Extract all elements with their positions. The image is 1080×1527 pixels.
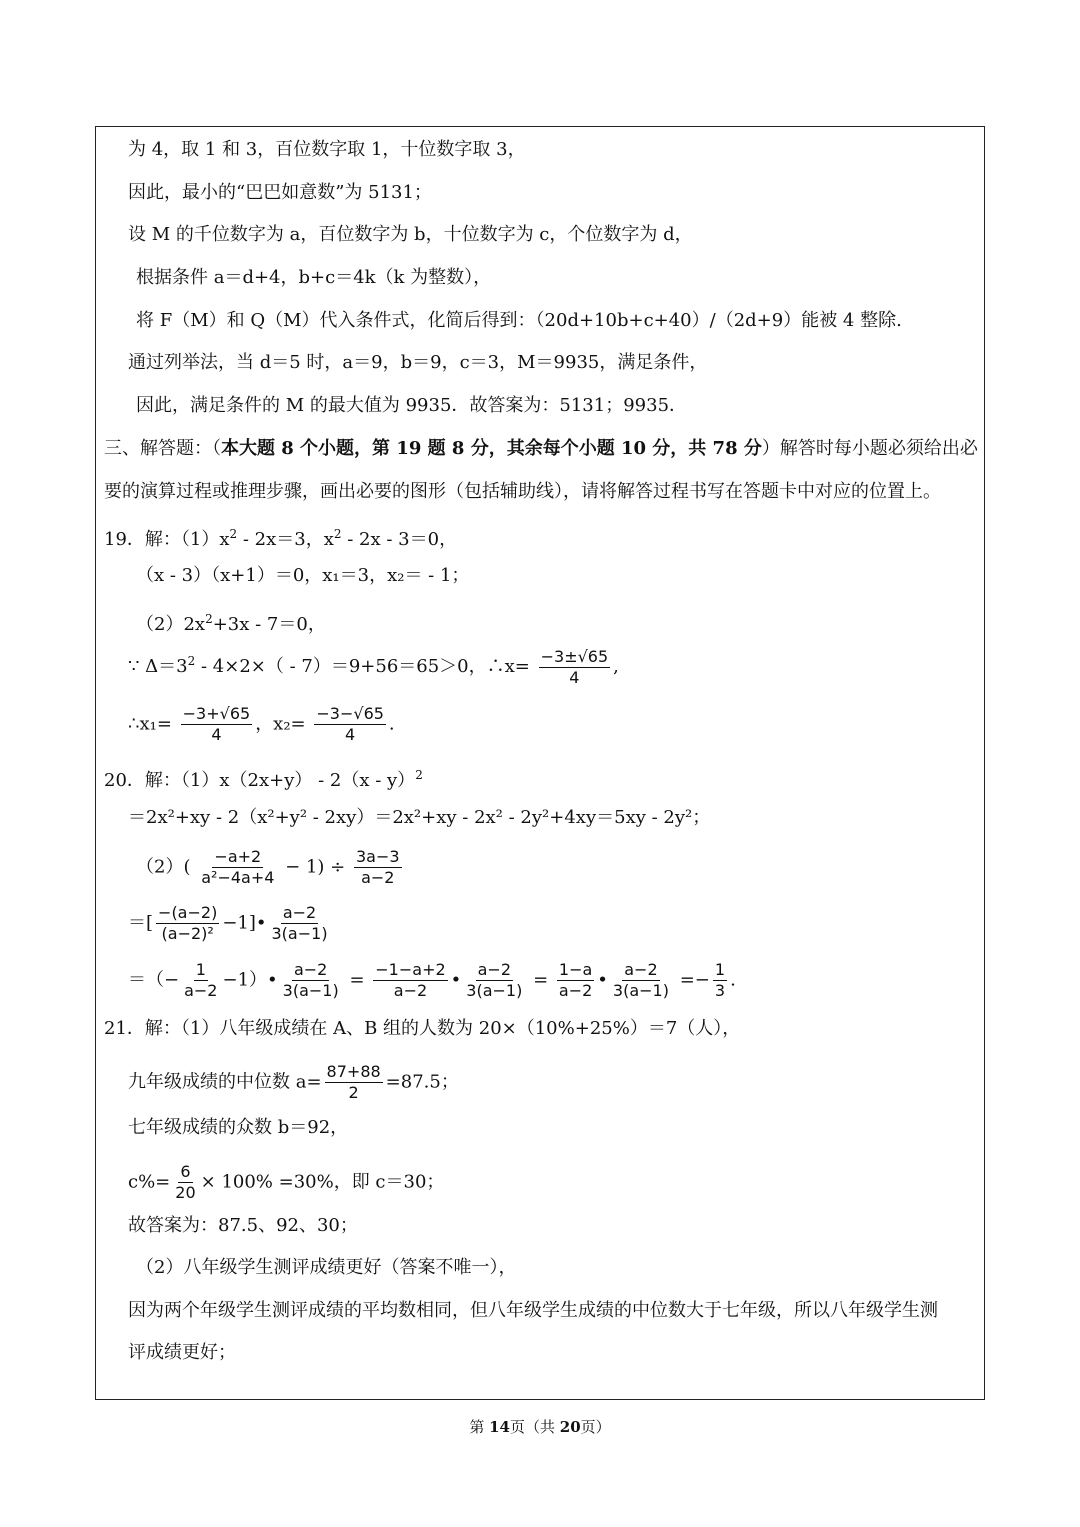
fraction: $\frac{1-a}{a-2}$ bbox=[558, 960, 593, 1000]
q21-line: 七年级成绩的众数 b＝92， bbox=[128, 1117, 349, 1138]
q20-line: ＝（− $\frac{1}{a-2}$ −1）• $\frac{a-2}{3(a-1)}$ = $\frac{-1-a+2}{a-2}$ • $\frac{a-2}{3(a-1)}$ = $\frac{1-a}{a-2}$ • $\frac{a-2}{3(a-1)}$ =− $\frac{1}{3}$ . bbox=[128, 960, 736, 1000]
fraction: $\frac{a-2}{3(a-1)}$ bbox=[271, 903, 328, 943]
q20-line: ＝[ $\frac{-(a-2)}{\text{(a−2)²}}$ −1]• $\frac{a-2}{3(a-1)}$ bbox=[128, 903, 328, 943]
q19-line: ∴x₁= $\frac{-3+√65}{4}$ ，x₂= $\frac{-3-√65}{4}$ . bbox=[128, 704, 395, 744]
fraction: $\frac{1}{3}$ bbox=[714, 960, 726, 1000]
page-number: 14 bbox=[489, 1418, 510, 1436]
text-line: 根据条件 a＝d+4，b+c＝4k（k 为整数）， bbox=[136, 267, 492, 288]
q21-line: （2）八年级学生测评成绩更好（答案不唯一）， bbox=[136, 1257, 517, 1278]
text-line: 将 F（M）和 Q（M）代入条件式，化简后得到：（20d+10b+c+40）/（2d+9）能被 4 整除. bbox=[136, 310, 902, 331]
q21-line: 九年级成绩的中位数 a= $\frac{87+88}{2}$ =87.5； bbox=[128, 1062, 459, 1102]
q19-line: $(2)2x^2+3x - 7=0$， bbox=[136, 612, 326, 635]
text-line: 因此，满足条件的 M 的最大值为 9935．故答案为：5131；9935． bbox=[136, 395, 688, 416]
fraction: $\frac{-3\pm√65}{4}$ bbox=[540, 646, 609, 687]
q19-line: 19．解：$(1)x^2 - 2x=3$，$x^2 - 2x - 3=0$， bbox=[104, 527, 458, 550]
q20-line: 20．解：（1）x（2x+y） - 2（x - y）$^2$ bbox=[104, 768, 423, 791]
fraction: $\frac{a-2}{3(a-1)}$ bbox=[466, 960, 523, 1000]
q21-line: 21．解：（1）八年级成绩在 A、B 组的人数为 20×（10%+25%）＝7（人）， bbox=[104, 1018, 741, 1039]
text-line: 因此，最小的“巴巴如意数”为 5131； bbox=[128, 182, 432, 203]
fraction: $\frac{-1-a+2}{a-2}$ bbox=[375, 960, 446, 1000]
q21-line: 故答案为：87.5、92、30； bbox=[128, 1215, 358, 1236]
fraction: $\frac{-a+2}{\text{a²−4a+4}}$ bbox=[201, 847, 275, 887]
page-footer: 第 14页（共 20页） bbox=[469, 1418, 611, 1436]
fraction: $\frac{a-2}{3(a-1)}$ bbox=[282, 960, 339, 1000]
q21-line: c%= $\frac{6}{20}$ × 100% =30%，即 c＝30； bbox=[128, 1162, 445, 1202]
fraction: $\frac{a-2}{3(a-1)}$ bbox=[612, 960, 669, 1000]
fraction: $\frac{6}{20}$ bbox=[175, 1162, 196, 1202]
fraction: $\frac{-3+√65}{4}$ bbox=[182, 704, 251, 744]
q19-line: ∵ $\Delta=3^2 - 4\times 2\times( - 7)=9+56=65>0$，∴x= $\frac{-3\pm√65}{4}$ , bbox=[128, 646, 619, 687]
fraction: $\frac{3a-3}{a-2}$ bbox=[355, 847, 400, 887]
section-heading-cont: 要的演算过程或推理步骤，画出必要的图形（包括辅助线），请将解答过程书写在答题卡中对应的位置上。 bbox=[104, 481, 941, 502]
q20-line: ＝2x²+xy - 2（x²+y² - 2xy）＝2x²+xy - 2x² - 2y²+4xy＝5xy - 2y²； bbox=[128, 807, 711, 828]
q20-line: （2）( $\frac{-a+2}{\text{a²−4a+4}}$ − 1) ÷ $\frac{3a-3}{a-2}$ bbox=[136, 847, 400, 887]
q21-line: 评成绩更好； bbox=[128, 1342, 236, 1363]
q19-line: （x - 3）（x+1）＝0，x₁＝3，x₂＝ - 1； bbox=[136, 565, 470, 586]
fraction: $\frac{-3-√65}{4}$ bbox=[316, 704, 384, 744]
text-line: 为 4，取 1 和 3，百位数字取 1，十位数字取 3， bbox=[128, 139, 526, 160]
text-line: 通过列举法，当 d＝5 时，a＝9，b＝9，c＝3，M＝9935，满足条件， bbox=[128, 352, 708, 373]
text-line: 设 M 的千位数字为 a，百位数字为 b，十位数字为 c，个位数字为 d， bbox=[128, 224, 693, 245]
q21-line: 因为两个年级学生测评成绩的平均数相同，但八年级学生成绩的中位数大于七年级，所以八年级学生测 bbox=[128, 1300, 938, 1321]
fraction: $\frac{87+88}{2}$ bbox=[326, 1062, 381, 1102]
section-heading: 三、解答题：（本大题 8 个小题，第 19 题 8 分，其余每个小题 10 分，共 78 分）解答时每小题必须给出必 bbox=[104, 438, 978, 459]
fraction: $\frac{1}{a-2}$ bbox=[184, 960, 218, 1000]
page-total: 20 bbox=[559, 1418, 581, 1436]
fraction: $\frac{-(a-2)}{\text{(a−2)²}}$ bbox=[158, 903, 218, 943]
